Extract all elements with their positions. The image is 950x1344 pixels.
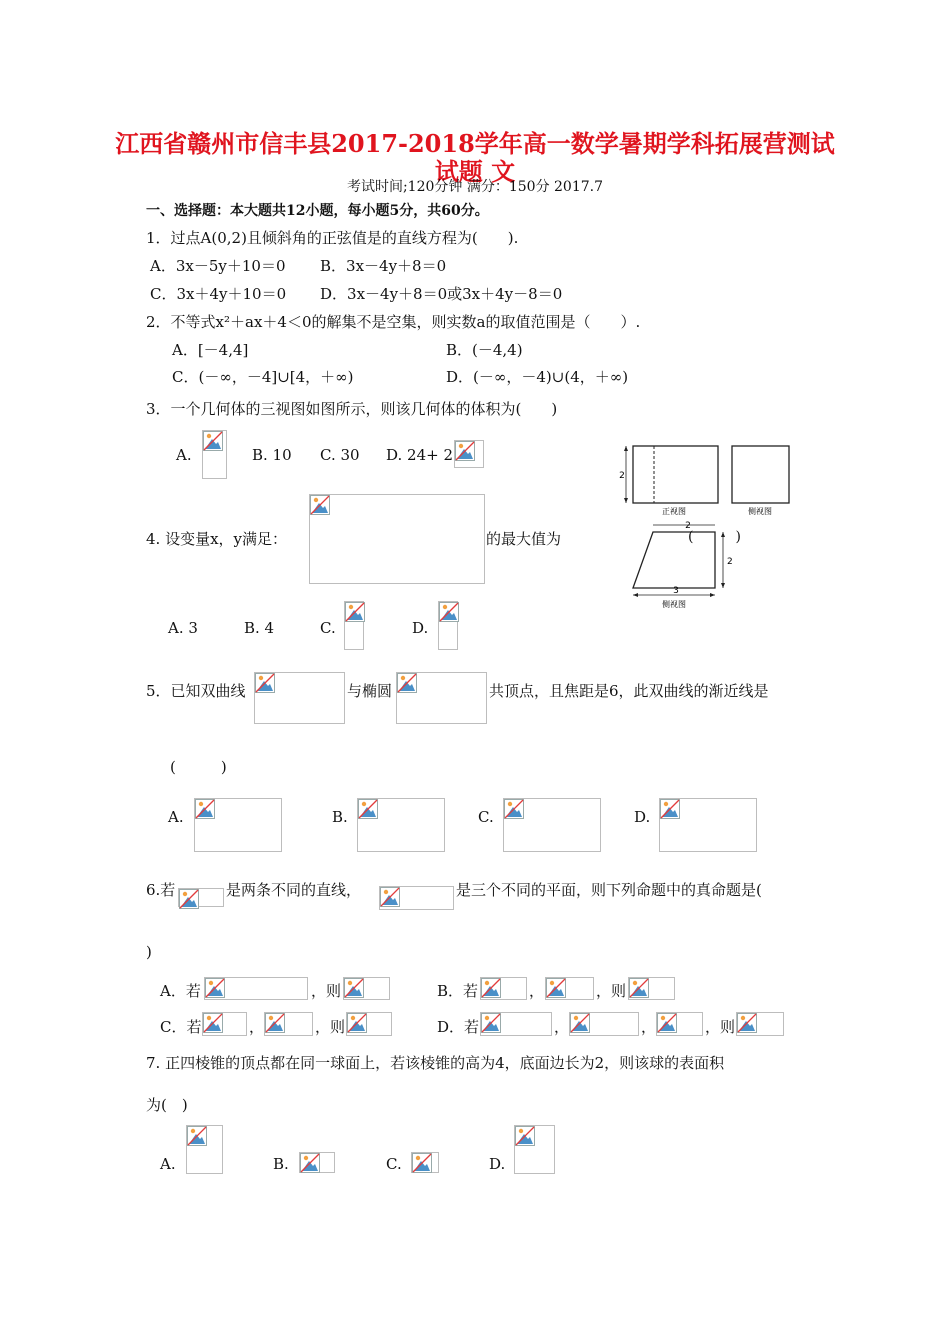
- broken-image-icon: [660, 799, 680, 819]
- formula-image-placeholder: [569, 1012, 639, 1036]
- broken-image-icon: [203, 1013, 223, 1033]
- q1-option-b: B．3x－4y＋8＝0: [320, 257, 447, 275]
- q3-stem: 3．一个几何体的三视图如图所示，则该几何体的体积为( ): [146, 400, 558, 418]
- q2-option-b: B．(－4,4): [446, 341, 523, 359]
- formula-image-placeholder: [736, 1012, 784, 1036]
- q6-option-b-prefix: B．若: [437, 982, 479, 1000]
- q5-stem-a: 5．已知双曲线: [146, 682, 246, 700]
- broken-image-icon: [481, 978, 501, 998]
- q1-option-c: C．3x＋4y＋10＝0: [150, 285, 287, 303]
- broken-image-icon: [179, 889, 199, 909]
- q5-option-a: A.: [168, 808, 184, 826]
- q3-option-d: D. 24+ 2: [386, 446, 453, 464]
- bottom-dim-label: 3: [673, 586, 679, 596]
- broken-image-icon: [203, 431, 223, 451]
- broken-image-icon: [345, 602, 365, 622]
- broken-image-icon: [570, 1013, 590, 1033]
- broken-image-icon: [629, 978, 649, 998]
- broken-image-icon: [205, 978, 225, 998]
- q4-option-a: A. 3: [168, 619, 198, 637]
- page-title-line2: 试题 文: [434, 157, 516, 186]
- broken-image-icon: [380, 887, 400, 907]
- q4-option-c: C.: [320, 619, 336, 637]
- broken-image-icon: [657, 1013, 677, 1033]
- section-heading: 一、选择题：本大题共12小题，每小题5分，共60分。: [146, 203, 489, 219]
- q7-stem-line1: 7. 正四棱锥的顶点都在同一球面上，若该棱锥的高为4，底面边长为2，则该球的表面积: [146, 1054, 725, 1072]
- formula-image-placeholder: [514, 1125, 555, 1174]
- formula-image-placeholder: [438, 601, 458, 650]
- side-view-rect: [732, 446, 789, 503]
- broken-image-icon: [310, 495, 330, 515]
- right-dim-label: 2: [727, 557, 733, 567]
- broken-image-icon: [504, 799, 524, 819]
- q5-option-b: B.: [332, 808, 348, 826]
- formula-image-placeholder: [344, 601, 364, 650]
- formula-image-placeholder: [411, 1152, 439, 1173]
- q6-option-d-then: ，则: [705, 1018, 736, 1036]
- formula-image-placeholder: [480, 1012, 552, 1036]
- q6-stem-b: 是两条不同的直线，: [226, 881, 362, 899]
- side-view-label: 侧视图: [748, 507, 772, 516]
- q5-stem-b: 与椭圆: [347, 682, 393, 700]
- exam-info: 考试时间;120分钟 满分：150分 2017.7: [346, 179, 604, 195]
- q5-stem-c: 共顶点，且焦距是6，此双曲线的渐近线是: [489, 682, 769, 700]
- top-dim-label: 2: [685, 521, 691, 531]
- q3-option-c: C. 30: [320, 446, 360, 464]
- ellipse-image-placeholder: [396, 672, 487, 724]
- broken-image-icon: [195, 799, 215, 819]
- formula-image-placeholder: [454, 440, 484, 468]
- broken-image-icon: [439, 602, 459, 622]
- broken-image-icon: [546, 978, 566, 998]
- q6-option-c-comma: ，: [249, 1018, 265, 1036]
- page-title-line1: 江西省赣州市信丰县2017-2018学年高一数学暑期学科拓展营测试: [115, 129, 835, 158]
- constraint-image-placeholder: [309, 494, 485, 584]
- q6-option-b-then: ，则: [596, 982, 627, 1000]
- q6-option-d-comma2: ，: [641, 1018, 657, 1036]
- formula-image-placeholder: [357, 798, 445, 852]
- formula-image-placeholder: [659, 798, 757, 852]
- formula-image-placeholder: [299, 1152, 335, 1173]
- q2-option-c: C．(－∞，－4]∪[4，＋∞): [172, 368, 354, 386]
- formula-image-placeholder: [202, 430, 227, 479]
- formula-image-placeholder: [343, 977, 390, 1000]
- q2-option-a: A．[－4,4]: [172, 341, 249, 359]
- top-view-label: 侧视图: [662, 600, 686, 609]
- q2-stem: 2．不等式x²＋ax＋4＜0的解集不是空集，则实数a的取值范围是（ ）.: [146, 313, 641, 331]
- broken-image-icon: [481, 1013, 501, 1033]
- formula-image-placeholder: [346, 1012, 392, 1036]
- q7-option-c: C.: [386, 1155, 402, 1173]
- q3-option-b: B. 10: [252, 446, 292, 464]
- formula-image-placeholder: [628, 977, 675, 1000]
- broken-image-icon: [397, 673, 417, 693]
- broken-image-icon: [347, 1013, 367, 1033]
- broken-image-icon: [300, 1153, 320, 1173]
- q6-option-d-prefix: D．若: [437, 1018, 480, 1036]
- q6-option-b-comma: ，: [529, 982, 545, 1000]
- formula-image-placeholder: [202, 1012, 247, 1036]
- q4-option-d: D.: [412, 619, 429, 637]
- formula-image-placeholder: [545, 977, 594, 1000]
- broken-image-icon: [737, 1013, 757, 1033]
- q4-answer-paren: ( ): [688, 529, 741, 545]
- front-view-rect: [633, 446, 718, 503]
- q7-option-a: A.: [160, 1155, 176, 1173]
- three-view-figure: [612, 436, 802, 614]
- formula-image-placeholder: [379, 886, 454, 910]
- q5-answer-paren: ( ): [170, 758, 227, 776]
- q6-option-c-then: ，则: [315, 1018, 346, 1036]
- front-dim-label: 2: [619, 471, 625, 481]
- hyperbola-image-placeholder: [254, 672, 345, 724]
- formula-image-placeholder: [194, 798, 282, 852]
- front-view-label: 正视图: [662, 507, 686, 516]
- formula-image-placeholder: [186, 1125, 223, 1174]
- broken-image-icon: [358, 799, 378, 819]
- q6-option-c-prefix: C．若: [160, 1018, 202, 1036]
- q6-option-a-then: ，则: [311, 982, 342, 1000]
- q3-option-a: A.: [176, 446, 192, 464]
- broken-image-icon: [187, 1126, 207, 1146]
- q4-stem-a: 4. 设变量x，y满足：: [146, 530, 288, 548]
- q5-option-d: D.: [634, 808, 651, 826]
- q4-stem-b: 的最大值为: [486, 530, 562, 548]
- formula-image-placeholder: [503, 798, 601, 852]
- broken-image-icon: [412, 1153, 432, 1173]
- formula-image-placeholder: [178, 888, 224, 907]
- q6-stem-end: ): [146, 943, 152, 961]
- formula-image-placeholder: [264, 1012, 313, 1036]
- q6-option-a-prefix: A．若: [160, 982, 201, 1000]
- formula-image-placeholder: [656, 1012, 703, 1036]
- broken-image-icon: [265, 1013, 285, 1033]
- q6-stem-a: 6.若: [146, 881, 176, 899]
- broken-image-icon: [515, 1126, 535, 1146]
- q7-stem-line2: 为( ): [146, 1096, 188, 1114]
- formula-image-placeholder: [204, 977, 308, 1000]
- q5-option-c: C.: [478, 808, 494, 826]
- q7-option-d: D.: [489, 1155, 506, 1173]
- q1-option-d: D．3x－4y＋8＝0或3x＋4y－8＝0: [320, 285, 563, 303]
- q7-option-b: B.: [273, 1155, 289, 1173]
- broken-image-icon: [455, 441, 475, 461]
- q6-option-d-comma1: ，: [554, 1018, 570, 1036]
- q2-option-d: D．(－∞，－4)∪(4，＋∞): [446, 368, 629, 386]
- broken-image-icon: [255, 673, 275, 693]
- q1-option-a: A．3x－5y＋10＝0: [150, 257, 286, 275]
- q6-stem-c: 是三个不同的平面，则下列命题中的真命题是(: [456, 881, 762, 899]
- q4-option-b: B. 4: [244, 619, 275, 637]
- broken-image-icon: [344, 978, 364, 998]
- formula-image-placeholder: [480, 977, 527, 1000]
- q1-stem: 1．过点A(0,2)且倾斜角的正弦值是的直线方程为( ).: [146, 229, 519, 247]
